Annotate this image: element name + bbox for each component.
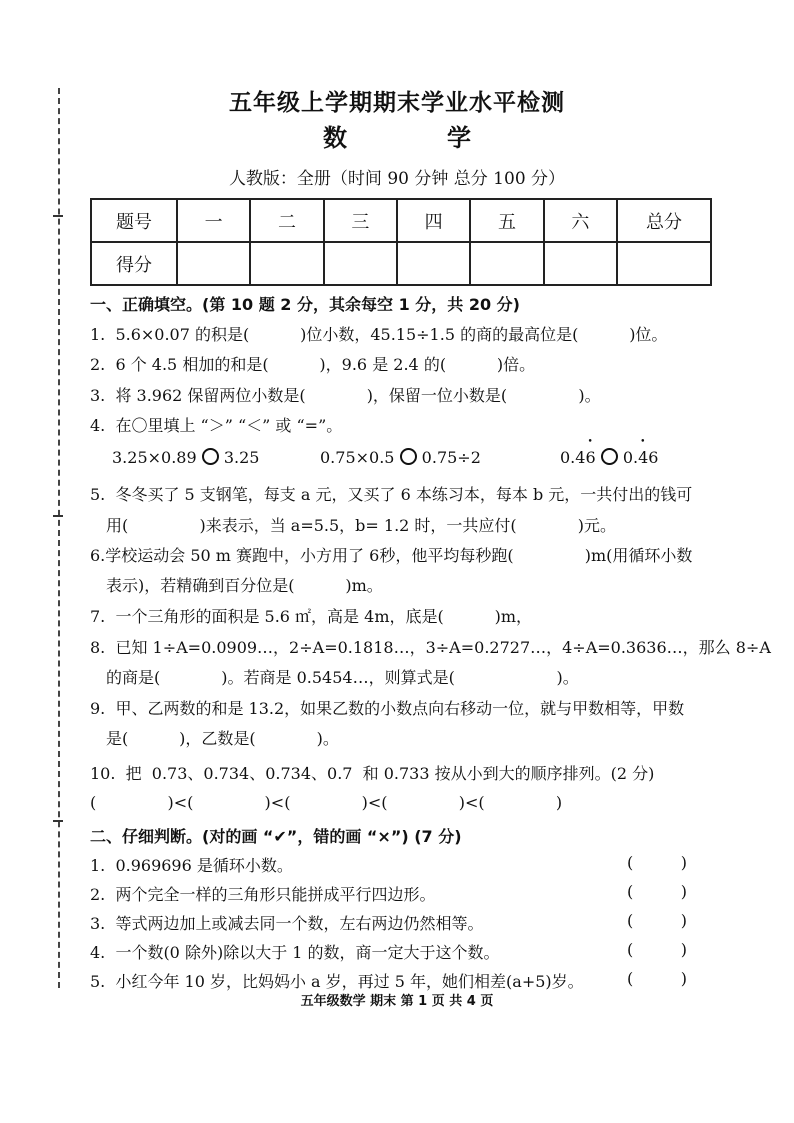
compare-circle[interactable] (202, 448, 219, 465)
compare-circle[interactable] (400, 448, 417, 465)
judge-answer-box[interactable]: ( ) (627, 882, 687, 901)
judge-item: 4. 一个数(0 除外)除以大于 1 的数，商一定大于这个数。 (90, 943, 500, 962)
score-header-cell: 三 (324, 199, 397, 242)
question-line: 1. 5.6×0.07 的积是( )位小数，45.15÷1.5 的商的最高位是( )位。 (90, 325, 668, 344)
question-line: 9. 甲、乙两数的和是 13.2，如果乙数的小数点向右移动一位，就与甲数相等，甲数 (90, 699, 685, 718)
section1-title: 一、正确填空。(第 10 题 2 分，其余每空 1 分，共 20 分) (90, 295, 520, 314)
score-table-score-row (91, 242, 711, 285)
question-line: 3. 将 3.962 保留两位小数是( )，保留一位小数是( )。 (90, 386, 601, 405)
question-line: 的商是( )。若商是 0.5454…，则算式是( )。 (106, 668, 579, 687)
compare-item-c: 0.4• 6 0.• 46 (560, 448, 658, 467)
page-footer: 五年级数学 期末 第 1 页 共 4 页 (300, 994, 494, 1009)
score-cell[interactable] (470, 242, 543, 285)
judge-item: 1. 0.969696 是循环小数。 (90, 856, 293, 875)
score-cell[interactable] (397, 242, 470, 285)
score-table (90, 198, 712, 286)
score-header-cell: 六 (544, 199, 617, 242)
score-header-cell: 五 (470, 199, 543, 242)
section2-title: 二、仔细判断。(对的画 “✔”，错的画 “×”) (7 分) (90, 827, 462, 846)
compare-item-a: 3.25×0.89 3.25 (112, 448, 260, 467)
judge-answer-box[interactable]: ( ) (627, 911, 687, 930)
question-line: 10. 把 0.73、0.734、0.734̇、0.7 和 0.733 按从小到大的顺序排列。(2 分) (90, 764, 655, 783)
question-line: 6.学校运动会 50 m 赛跑中，小方用了 6秒，他平均每秒跑( )m(用循环小数 (90, 546, 693, 565)
score-header-cell: 二 (250, 199, 323, 242)
judge-answer-box[interactable]: ( ) (627, 853, 687, 872)
score-cell[interactable] (544, 242, 617, 285)
score-row-label: 得分 (91, 242, 177, 285)
question-line: 2. 6 个 4.5 相加的和是( )，9.6 是 2.4 的( )倍。 (90, 355, 536, 374)
score-table-header-row (91, 199, 711, 242)
score-header-cell: 四 (397, 199, 470, 242)
question-line: 5. 冬冬买了 5 支钢笔，每支 a 元，又买了 6 本练习本，每本 b 元，一共付出的钱可 (90, 485, 693, 504)
judge-answer-box[interactable]: ( ) (627, 940, 687, 959)
score-cell[interactable] (250, 242, 323, 285)
subject-title: 数 学 (323, 124, 509, 152)
binding-tick (53, 820, 63, 822)
score-header-cell: 题号 (91, 199, 177, 242)
judge-item: 5. 小红今年 10 岁，比妈妈小 a 岁，再过 5 年，她们相差(a+5)岁。 (90, 972, 584, 991)
question-line: 用( )来表示，当 a=5.5，b= 1.2 时，一共应付( )元。 (106, 516, 616, 535)
compare-item-b: 0.75×0.5 0.75÷2 (320, 448, 481, 467)
exam-subtitle: 人教版：全册（时间 90 分钟 总分 100 分） (228, 169, 566, 189)
score-cell[interactable] (324, 242, 397, 285)
question-line: 4. 在〇里填上 “＞” “＜” 或 “=”。 (90, 416, 343, 435)
question-line: 表示)，若精确到百分位是( )m。 (106, 576, 383, 595)
score-cell[interactable] (617, 242, 711, 285)
binding-tick (53, 515, 63, 517)
binding-cut-line (58, 88, 60, 988)
judge-item: 2. 两个完全一样的三角形只能拼成平行四边形。 (90, 885, 436, 904)
score-header-cell: 一 (177, 199, 250, 242)
question-line: 8. 已知 1÷A=0.0909…，2÷A=0.1818…，3÷A=0.2727…，4÷A=0.3636…，那么 8÷A (90, 638, 771, 657)
question-line: 7. 一个三角形的面积是 5.6 ㎡，高是 4m，底是( )m， (90, 607, 533, 626)
judge-answer-box[interactable]: ( ) (627, 969, 687, 988)
question-line: 是( )，乙数是( )。 (106, 729, 339, 748)
binding-tick (53, 215, 63, 217)
ordering-blanks: ( )<( )<( )<( )<( ) (90, 793, 563, 812)
exam-title: 五年级上学期期末学业水平检测 (229, 90, 565, 116)
compare-circle[interactable] (601, 448, 618, 465)
score-header-cell: 总分 (617, 199, 711, 242)
judge-item: 3. 等式两边加上或减去同一个数，左右两边仍然相等。 (90, 914, 484, 933)
score-cell[interactable] (177, 242, 250, 285)
